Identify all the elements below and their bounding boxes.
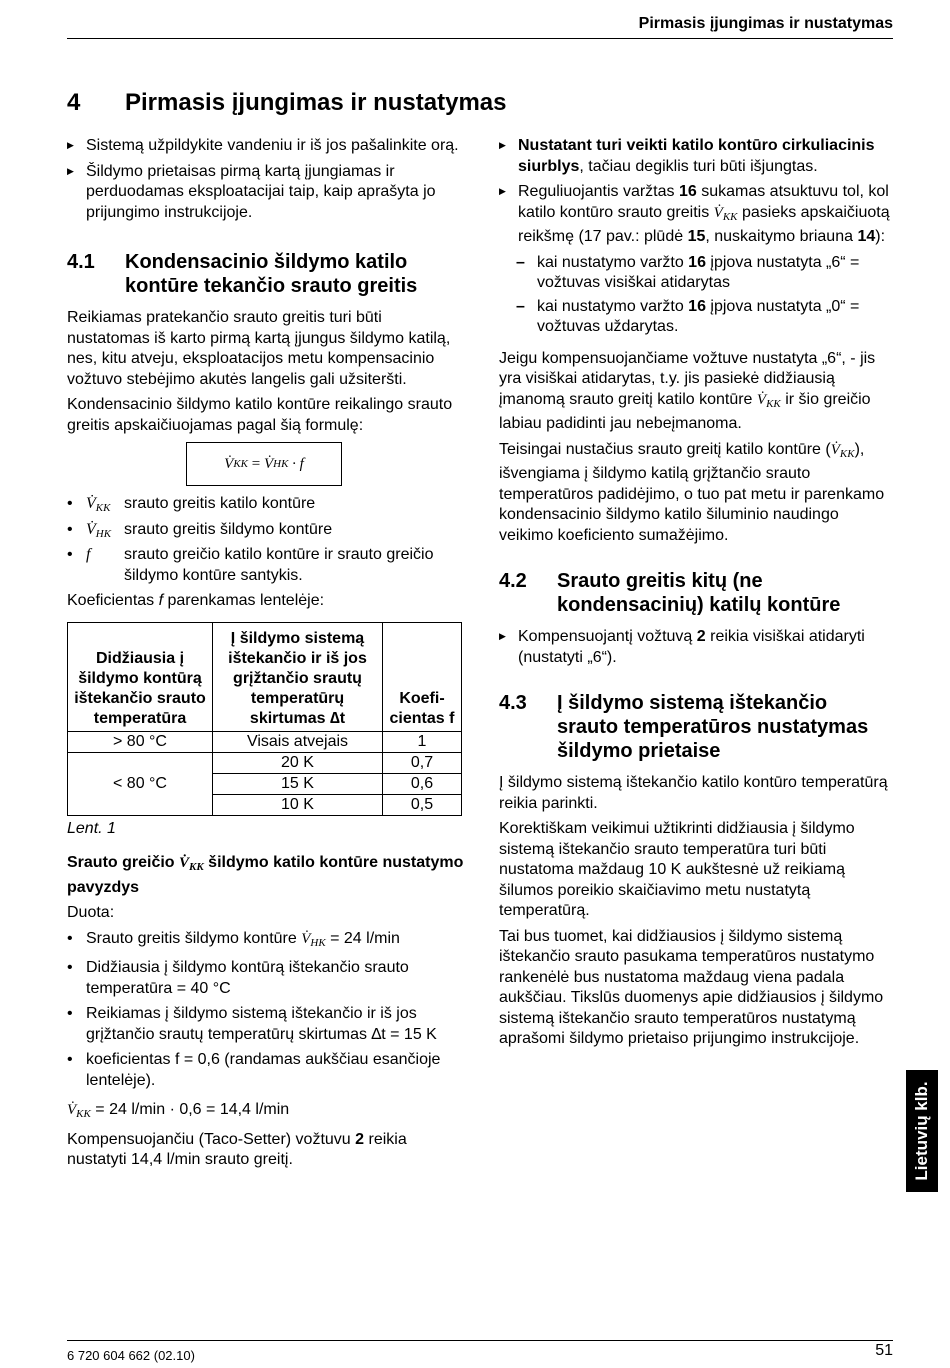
- table-cell: < 80 °C: [68, 752, 213, 815]
- section-heading-4-1: [67, 250, 464, 298]
- text: Srauto greičio: [67, 854, 180, 871]
- section-title: Srauto greitis kitų (ne kondensacinių) katilų kontūre: [557, 570, 841, 616]
- section-heading-4-3: [499, 691, 893, 763]
- definition-item: [67, 494, 464, 515]
- text: , tačiau degiklis turi būti išjungtas.: [579, 157, 818, 175]
- list-item: • Didžiausia į šildymo kontūrą ištekančio srauto temperatūra = 40 °C: [67, 958, 464, 999]
- text-bold: 15: [687, 228, 706, 245]
- symbol: V̇: [86, 520, 96, 538]
- symbol-subscript: KK: [766, 397, 781, 410]
- text: ), išvengiama į šildymo katilą grįžtančio srauto temperatūros padidėjimo, o tuo pat metu ir parenkamo kondensacinio šildymo katilo šiluminio naudingo veikimo koeficiento sumažėjimo.: [499, 440, 885, 544]
- section-number: 4.2: [499, 570, 527, 592]
- text: įpjova nustatyta „6“ = vožtuvas visiškai atidarytas: [537, 253, 860, 291]
- section-heading-4-2: [499, 569, 893, 617]
- table-cell: 20 K: [213, 752, 383, 773]
- dash-list: [499, 253, 893, 338]
- definition-list: [67, 494, 464, 586]
- table-cell: 10 K: [213, 794, 383, 815]
- section-number: 4.3: [499, 692, 527, 714]
- text: pasieks apskaičiuotą reikšmę (17 pav.: plūdė: [518, 203, 890, 245]
- list-item: ▶ Šildymo prietaisas pirmą kartą įjungiamas ir perduodamas eksploatacijai taip, kaip aprašyta jo prijungimo instrukcijoje.: [67, 162, 464, 224]
- coefficient-table: [67, 622, 462, 816]
- section-number: 4.1: [67, 251, 95, 273]
- document-code: 6 720 604 662 (02.10): [67, 1348, 195, 1363]
- section-title: Į šildymo sistemą ištekančio srauto temperatūros nustatymas šildymo prietaise: [557, 692, 869, 762]
- symbol: f: [86, 546, 91, 563]
- paragraph: Į šildymo sistemą ištekančio katilo kontūro temperatūrą reikia parinkti.: [499, 774, 888, 812]
- chapter-heading: [67, 88, 506, 118]
- text-bold: 16: [688, 253, 706, 271]
- table-cell: 0,5: [383, 794, 462, 815]
- symbol-subscript: KK: [722, 210, 738, 223]
- list-item: [499, 136, 893, 177]
- text: parenkamas lentelėje:: [163, 592, 325, 609]
- language-tab-label: Lietuvių klb.: [911, 1081, 931, 1181]
- text: Koeficientas: [67, 592, 159, 609]
- paragraph: Korektiškam veikimui užtikrinti didžiausia į šildymo sistemą ištekančio srauto temperatūra turi būti nustatoma maždaug 10 K aukštesnė už reikiamą šilumos poreikio skaičiavimo metu nustatytą temperatūrą.: [499, 820, 855, 919]
- table-cell: 0,7: [383, 752, 462, 773]
- example-heading: [67, 853, 464, 898]
- symbol-subscript: KK: [189, 861, 204, 873]
- definition-text: srauto greitis katilo kontūre: [124, 495, 316, 512]
- paragraph: [499, 349, 893, 435]
- list-item: [499, 297, 893, 338]
- paragraph: [499, 440, 893, 547]
- list-item: ▶ Sistemą užpildykite vandeniu ir iš jos pašalinkite orą.: [67, 136, 464, 157]
- symbol: V̇: [86, 495, 96, 512]
- table-header-row: [68, 622, 462, 731]
- symbol-subscript: KK: [839, 447, 855, 460]
- text: Srauto greitis šildymo kontūre: [86, 929, 302, 947]
- footer-rule: [67, 1340, 893, 1341]
- language-tab: [906, 1070, 938, 1192]
- text: Jeigu kompensuojančiame vožtuve nustatyta „6“, - jis yra visiškai atidarytas, t.y. jis pasiekė didžiausią įmanomą srauto greitį katilo kontūre: [499, 349, 876, 408]
- symbol: V̇: [756, 391, 767, 408]
- section-title: Kondensacinio šildymo katilo kontūre tekančio srauto greitis: [125, 251, 418, 297]
- formula-subscript: HK: [273, 457, 289, 470]
- chapter-number: 4: [67, 89, 81, 116]
- text: reikia visiškai atidaryti (nustatyti „6“).: [518, 628, 865, 666]
- text-bold: 14: [857, 228, 876, 245]
- table-cell: Visais atvejais: [213, 731, 383, 752]
- page-number: 51: [875, 1342, 893, 1359]
- formula-subscript: KK: [233, 457, 248, 470]
- list-item: [67, 929, 464, 954]
- table-cell: 1: [383, 731, 462, 752]
- symbol-subscript: KK: [95, 502, 111, 514]
- paragraph: Kondensacinio šildymo katilo kontūre reikalingo srauto greitis apskaičiuojamas pagal šią formulę:: [67, 396, 453, 434]
- symbol: V̇: [301, 930, 311, 947]
- text-bold: 2: [355, 1130, 365, 1148]
- chapter-title: Pirmasis įjungimas ir nustatymas: [125, 89, 507, 116]
- table-header: Koefi-cientas f: [383, 622, 462, 731]
- text: = 24 l/min: [325, 929, 400, 947]
- table-caption: Lent. 1: [67, 819, 116, 837]
- list-item: [499, 182, 893, 248]
- text-italic: f: [158, 592, 164, 609]
- symbol-subscript: HK: [310, 936, 326, 949]
- symbol: V̇: [67, 1102, 77, 1118]
- definition-text: srauto greičio katilo kontūre ir srauto greičio šildymo kontūre santykis.: [124, 546, 434, 584]
- text-bold: 16: [688, 297, 706, 315]
- table-row: [68, 731, 462, 752]
- formula-box: [186, 442, 342, 486]
- calculation: [67, 1100, 464, 1125]
- text: Reguliuojantis varžtas: [518, 183, 679, 200]
- text: ):: [875, 228, 886, 245]
- definition-item: [67, 520, 464, 541]
- formula-equals: =: [248, 455, 264, 472]
- formula-symbol: V̇: [263, 455, 274, 472]
- text: įpjova nustatyta „0“ = vožtuvas uždarytas.: [537, 297, 860, 335]
- text: Kompensuojančiu (Taco-Setter) vožtuvu: [67, 1130, 356, 1148]
- text: kai nustatymo varžto: [537, 297, 689, 315]
- symbol-subscript: HK: [95, 527, 112, 540]
- given-label: Duota:: [67, 904, 115, 921]
- header-rule: [67, 38, 893, 39]
- symbol-subscript: KK: [76, 1108, 91, 1120]
- list-item: • koeficientas f = 0,6 (randamas aukščiau esančioje lentelėje).: [67, 1050, 464, 1091]
- paragraph: Reikiamas pratekančio srauto greitis turi būti nustatomas iš karto pirmą kartą įjungus šildymo katilą, nes, kitu atveju, eksploatacijos metu kompensacinio vožtuvo stebėjimo akutės langelis gali užsiteršti.: [67, 309, 451, 388]
- table-header: Didžiausia į šildymo kontūrą ištekančio srauto temperatūra: [68, 622, 213, 731]
- text: ir šio greičio labiau padidinti jau nebeįmanoma.: [499, 390, 871, 432]
- list-item: [499, 253, 893, 294]
- text: = 24 l/min · 0,6 = 14,4 l/min: [90, 1101, 290, 1118]
- table-cell: > 80 °C: [68, 731, 213, 752]
- text: Teisingai nustačius srauto greitį katilo kontūre (: [499, 440, 831, 458]
- text-bold: 2: [696, 628, 706, 645]
- right-column: [499, 136, 893, 1055]
- table-cell: 15 K: [213, 773, 383, 794]
- text: , nuskaitymo briauna: [705, 228, 858, 245]
- paragraph: [67, 591, 464, 612]
- running-header: Pirmasis įjungimas ir nustatymas: [638, 15, 893, 32]
- paragraph: Tai bus tuomet, kai didžiausios į šildymo sistemą ištekančio srauto pasukama temperatūros nustatymo rankenėlė bus nustatoma maždaug viena padala aukščiau. Tikslūs duomenys apie didžiausios į šildymo sistemą ištekančio srauto temperatūros nustatymą aprašomi šildymo prietaiso prijungimo instrukcijoje.: [499, 927, 884, 1047]
- table-cell: 0,6: [383, 773, 462, 794]
- table-row: [68, 752, 462, 773]
- instruction-list: [499, 627, 893, 668]
- formula-symbol: V̇: [224, 455, 234, 472]
- definition-text: srauto greitis šildymo kontūre: [124, 520, 333, 538]
- text: šildymo katilo kontūre nustatymo pavyzdys: [67, 854, 464, 896]
- symbol: V̇: [179, 855, 190, 871]
- list-item: [499, 627, 893, 668]
- symbol: V̇: [713, 204, 723, 221]
- text: reikia nustatyti 14,4 l/min srauto greitį.: [67, 1130, 407, 1168]
- symbol: V̇: [830, 441, 840, 458]
- definition-item: [67, 545, 464, 586]
- left-column: [67, 136, 464, 1176]
- list-item: • Reikiamas į šildymo sistemą ištekančio ir iš jos grįžtančio srautų temperatūrų skirtumas ∆t = 15 K: [67, 1004, 464, 1045]
- intro-list: [67, 136, 464, 223]
- table-header: Į šildymo sistemą ištekančio ir iš jos grįžtančio srautų temperatūrų skirtumas ∆t: [213, 622, 383, 731]
- instruction-list: [499, 136, 893, 248]
- text-bold: 16: [678, 183, 697, 200]
- text: kai nustatymo varžto: [537, 253, 689, 271]
- text: sukamas atsuktuvu tol, kol katilo kontūro srauto greitis: [518, 183, 889, 221]
- paragraph: [67, 1130, 464, 1171]
- given-list: [67, 929, 464, 1092]
- formula-tail: · f: [288, 455, 304, 472]
- text: Kompensuojantį vožtuvą: [518, 628, 697, 645]
- text-bold: Nustatant turi veikti katilo kontūro cirkuliacinis siurblys: [518, 137, 875, 175]
